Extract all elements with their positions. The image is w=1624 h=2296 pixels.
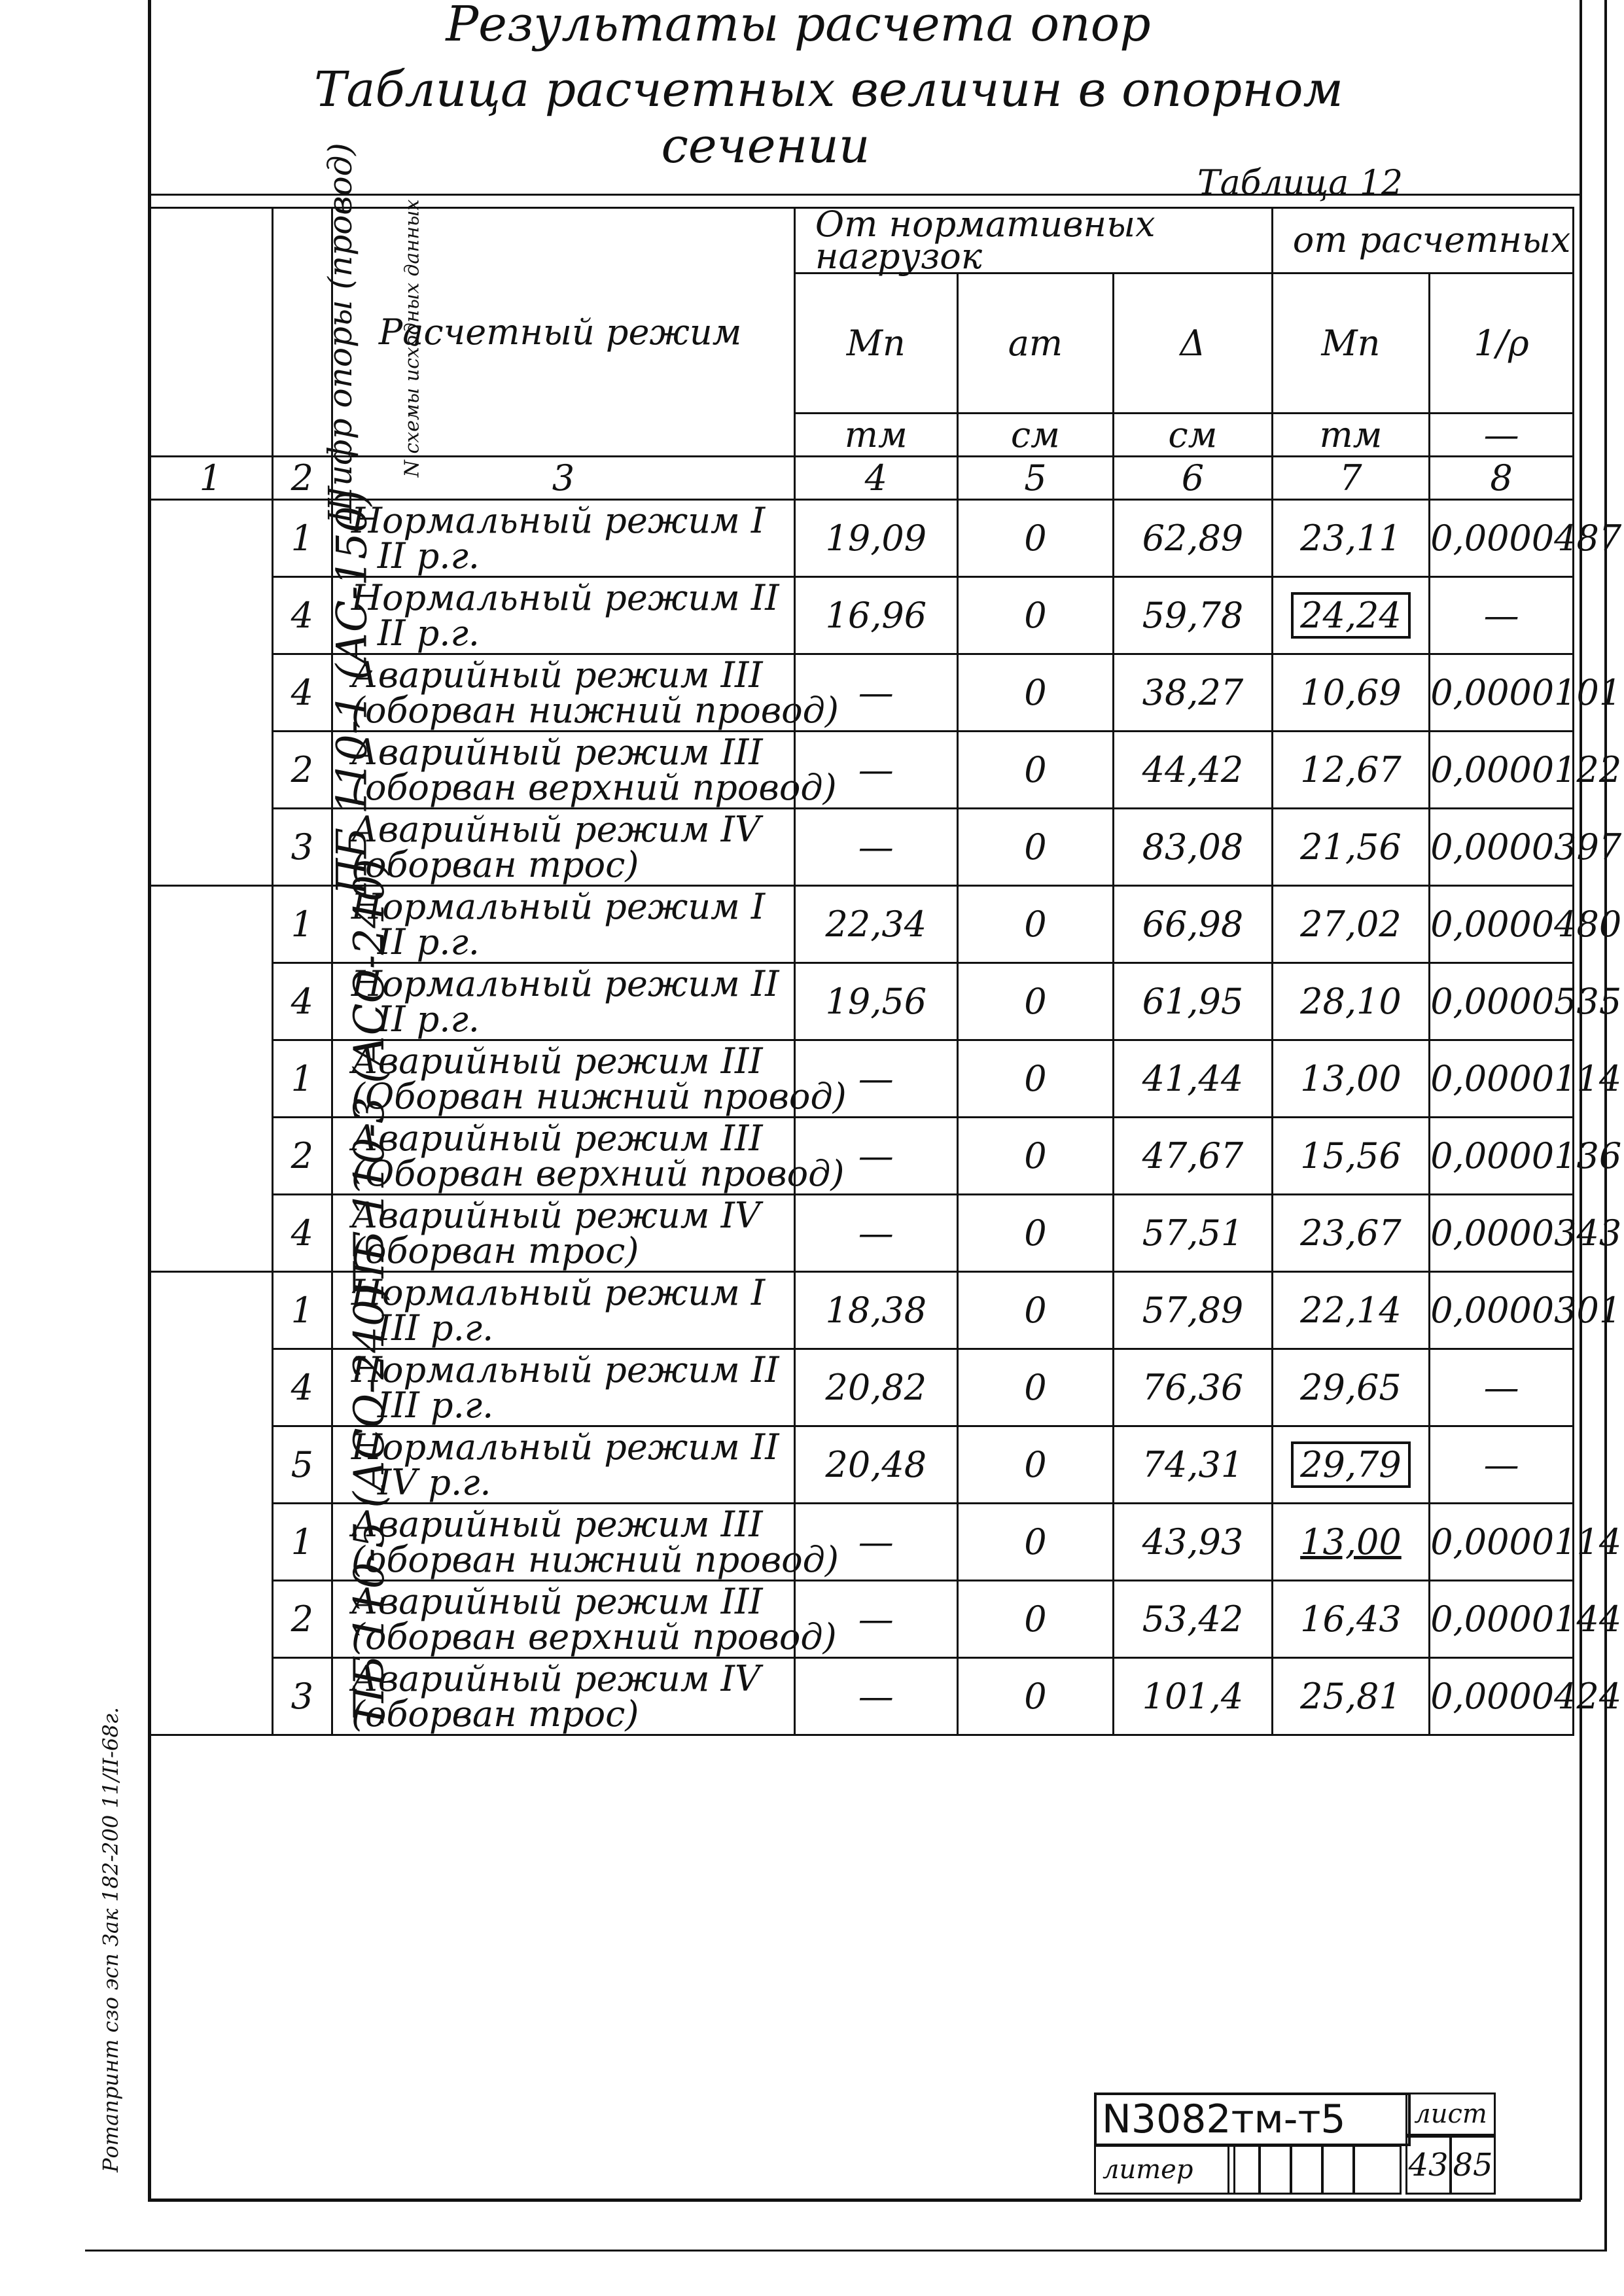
value-at: 0 [957,963,1113,1040]
value-delta: 76,36 [1114,1349,1273,1426]
liter-cell [1290,2145,1323,2195]
value-mn-design-text: 25,81 [1300,1676,1402,1718]
value-mn-design [1272,1118,1430,1195]
value-at: 0 [957,1195,1113,1272]
value-mn-design [1272,1658,1430,1735]
header-mn: Мп [794,274,957,414]
value-inverse-rho: 0,0000301 [1430,1272,1574,1349]
value-mn: — [794,1504,957,1581]
header-delta: Δ [1114,274,1273,414]
value-mn: — [794,809,957,886]
value-inverse-rho: 0,0000101 [1430,654,1574,732]
value-at: 0 [957,577,1113,654]
value-at: 0 [957,886,1113,963]
scheme-number: 4 [272,1195,332,1272]
value-mn: — [794,1118,957,1195]
value-mn-design-text: 29,65 [1300,1367,1402,1409]
value-at: 0 [957,1349,1113,1426]
scheme-number: 3 [272,809,332,886]
title-underline [148,194,1581,196]
value-mn-design-text: 24,24 [1291,592,1411,639]
mode-title: Нормальный режим I [351,885,766,927]
design-mode [332,1195,794,1272]
mode-subtitle: III р.г. [377,1384,494,1426]
unit-col6: см [1114,414,1273,457]
unit-col5: см [957,414,1113,457]
design-mode [332,1426,794,1504]
value-at: 0 [957,1040,1113,1118]
mode-subtitle: (оборван верхний провод) [351,1616,837,1657]
value-delta: 44,42 [1114,732,1273,809]
table-row [149,1272,1574,1349]
colnum-4: 4 [794,457,957,500]
value-mn-design [1272,1581,1430,1658]
value-at: 0 [957,1581,1113,1658]
value-mn: 19,56 [794,963,957,1040]
support-cipher-cell: ПБ 110-1 (АС-150) [149,500,273,886]
header-mode: Расчетный режим [332,208,794,457]
table-row [149,500,1574,577]
mode-subtitle: II р.г. [377,535,480,576]
unit-col4: тм [794,414,957,457]
liter-label: литер [1094,2145,1235,2195]
value-mn-design-text: 10,69 [1300,672,1402,714]
value-mn-design [1272,500,1430,577]
sheet-number: 43 [1405,2136,1451,2195]
scheme-number: 1 [272,886,332,963]
design-mode [332,654,839,732]
value-mn-design [1272,809,1430,886]
value-mn-design [1272,577,1430,654]
design-mode [332,1040,847,1118]
colnum-6: 6 [1114,457,1273,500]
value-mn-design [1272,732,1430,809]
colnum-1: 1 [149,457,273,500]
value-mn-design [1272,1195,1430,1272]
value-at: 0 [957,1426,1113,1504]
mode-title: Аварийный режим III [351,1580,763,1622]
value-mn-design-text: 27,02 [1300,904,1402,945]
value-mn-design [1272,1040,1430,1118]
header-at: ат [957,274,1113,414]
table-title: Таблица расчетных величин в опорном [314,62,1343,118]
value-inverse-rho: 0,0000122 [1430,732,1574,809]
value-delta: 57,89 [1114,1272,1273,1349]
value-inverse-rho: 0,0000343 [1430,1195,1574,1272]
value-inverse-rho: 0,0000397 [1430,809,1574,886]
value-mn: 18,38 [794,1272,957,1349]
value-inverse-rho: 0,0000487 [1430,500,1574,577]
value-mn-design [1272,1272,1430,1349]
document-code: N3082тм-т5 [1094,2093,1411,2146]
value-at: 0 [957,1504,1113,1581]
design-mode [332,1117,845,1195]
value-delta: 101,4 [1114,1658,1273,1735]
mode-title: Нормальный режим II [351,576,779,618]
scheme-number: 4 [272,963,332,1040]
liter-cell [1227,2145,1260,2195]
value-delta: 74,31 [1114,1426,1273,1504]
unit-col7: тм [1272,414,1430,457]
value-delta: 41,44 [1114,1040,1273,1118]
design-mode [332,500,794,577]
value-delta: 62,89 [1114,500,1273,577]
table-number: Таблица 12 [1197,164,1403,203]
mode-subtitle: III р.г. [377,1307,494,1349]
design-mode [332,1658,794,1735]
colnum-8: 8 [1430,457,1574,500]
design-mode [332,809,794,886]
value-delta: 59,78 [1114,577,1273,654]
mode-subtitle: II р.г. [377,612,480,654]
scheme-number: 5 [272,1426,332,1504]
design-mode [332,1503,839,1581]
value-mn-design-text: 16,43 [1300,1598,1402,1640]
support-cipher-cell: ПБ 110-5 (АСО-240) [149,1272,273,1735]
mode-subtitle: (Оборван верхний провод) [351,1152,845,1194]
value-delta: 47,67 [1114,1118,1273,1195]
value-mn-design-text: 13,00 [1300,1058,1402,1100]
value-mn: — [794,1195,957,1272]
value-mn-design [1272,1426,1430,1504]
design-mode [332,1580,837,1658]
value-mn-design-text: 22,14 [1300,1290,1402,1332]
mode-title: Аварийный режим III [351,1117,763,1159]
design-mode [332,886,794,963]
mode-title: Нормальный режим I [351,499,766,541]
value-inverse-rho: 0,0000480 [1430,886,1574,963]
value-inverse-rho: 0,0000114 [1430,1040,1574,1118]
value-at: 0 [957,732,1113,809]
value-inverse-rho: — [1430,577,1574,654]
print-side-note: Ротапринт сзо эсп Зак 182-200 11/II-68г. [98,1706,123,2172]
mode-title: Аварийный режим III [351,654,763,696]
value-delta: 66,98 [1114,886,1273,963]
value-mn-design-text: 13,00 [1300,1521,1402,1563]
value-mn: — [794,1581,957,1658]
frame-right-border [1580,0,1582,2200]
value-mn: — [794,1040,957,1118]
colnum-2: 2 [272,457,332,500]
mode-subtitle: (оборван нижний провод) [351,1538,839,1580]
mode-title: Аварийный режим IV [351,1657,760,1699]
scheme-number: 2 [272,1581,332,1658]
value-mn: 22,34 [794,886,957,963]
mode-subtitle: (оборван нижний провод) [351,689,839,731]
design-mode [332,731,837,809]
value-inverse-rho: 0,0000535 [1430,963,1574,1040]
value-at: 0 [957,1658,1113,1735]
value-mn-design-text: 15,56 [1300,1135,1402,1177]
value-at: 0 [957,809,1113,886]
value-delta: 57,51 [1114,1195,1273,1272]
value-inverse-rho: 0,0000114 [1430,1504,1574,1581]
value-delta: 38,27 [1114,654,1273,732]
scheme-number: 2 [272,1118,332,1195]
mode-title: Аварийный режим IV [351,1194,760,1236]
colnum-3: 3 [332,457,794,500]
scheme-number: 4 [272,1349,332,1426]
value-at: 0 [957,1272,1113,1349]
mode-title: Нормальный режим II [351,1349,779,1390]
mode-title: Нормальный режим II [351,1426,779,1468]
value-at: 0 [957,1118,1113,1195]
value-mn-design-text: 23,67 [1300,1212,1402,1254]
value-at: 0 [957,500,1113,577]
value-delta: 53,42 [1114,1581,1273,1658]
design-mode [332,963,794,1040]
value-inverse-rho: — [1430,1426,1574,1504]
mode-subtitle: (Оборван нижний провод) [351,1075,847,1117]
colnum-5: 5 [957,457,1113,500]
value-mn: — [794,654,957,732]
value-inverse-rho: — [1430,1349,1574,1426]
value-mn-design [1272,963,1430,1040]
value-mn: 16,96 [794,577,957,654]
mode-subtitle: II р.г. [377,921,480,963]
mode-title: Нормальный режим I [351,1271,766,1313]
table-row [149,886,1574,963]
mode-subtitle: (оборван трос) [351,1229,639,1271]
liter-cell [1353,2145,1402,2195]
page-title: Результаты расчета опор [446,0,1151,52]
scheme-number: 1 [272,500,332,577]
value-at: 0 [957,654,1113,732]
mode-title: Нормальный режим II [351,963,779,1004]
value-delta: 43,93 [1114,1504,1273,1581]
mode-subtitle: II р.г. [377,998,480,1040]
unit-col8: — [1430,414,1574,457]
colnum-7: 7 [1272,457,1430,500]
value-inverse-rho: 0,0000424 [1430,1658,1574,1735]
value-mn-design [1272,1349,1430,1426]
value-mn: 20,48 [794,1426,957,1504]
value-delta: 83,08 [1114,809,1273,886]
title-block-stamp [1094,2093,1564,2199]
scheme-number: 1 [272,1040,332,1118]
value-mn: 19,09 [794,500,957,577]
value-inverse-rho: 0,0000136 [1430,1118,1574,1195]
scheme-number: 1 [272,1504,332,1581]
design-mode [332,1272,794,1349]
header-scheme: N схемы исходных данных [272,208,332,457]
mode-subtitle: (оборван трос) [351,1693,639,1735]
mode-title: Аварийный режим III [351,1040,763,1082]
value-mn: — [794,1658,957,1735]
value-delta: 61,95 [1114,963,1273,1040]
value-mn-design-text: 12,67 [1300,749,1402,791]
value-mn: — [794,732,957,809]
header-cipher: Шифр опоры (провод) [149,208,273,457]
value-mn: 20,82 [794,1349,957,1426]
value-mn-design-text: 23,11 [1300,518,1402,559]
liter-cell [1259,2145,1292,2195]
liter-cell [1322,2145,1354,2195]
outer-right-border [1604,0,1607,2251]
sheet-total: 85 [1450,2136,1496,2195]
support-cipher-cell: ПБ 110-3 (АСО-240) [149,886,273,1272]
scheme-number: 1 [272,1272,332,1349]
value-mn-design-text: 21,56 [1300,826,1402,868]
mode-subtitle: IV р.г. [377,1461,491,1503]
value-mn-design [1272,654,1430,732]
mode-subtitle: (оборван верхний провод) [351,766,837,808]
header-group-design: от расчетных [1272,208,1573,274]
mode-title: Аварийный режим III [351,731,763,773]
scheme-number: 3 [272,1658,332,1735]
value-mn-design [1272,1504,1430,1581]
design-mode [332,577,794,654]
value-mn-design-text: 29,79 [1291,1441,1411,1488]
header-mn-design: Мп [1272,274,1430,414]
header-inverse-rho: 1/ρ [1430,274,1574,414]
header-group-normative: От нормативных нагрузок [794,208,1272,274]
outer-bottom-border [85,2250,1607,2252]
value-mn-design [1272,886,1430,963]
mode-title: Аварийный режим III [351,1503,763,1545]
value-inverse-rho: 0,0000144 [1430,1581,1574,1658]
table-title-cont: сечении [661,118,870,174]
scheme-number: 4 [272,577,332,654]
design-mode [332,1349,794,1426]
sheet-label: лист [1405,2093,1496,2136]
mode-subtitle: (оборван трос) [351,843,639,885]
scheme-number: 4 [272,654,332,732]
value-mn-design-text: 28,10 [1300,981,1402,1023]
frame-bottom-border [148,2199,1581,2202]
scheme-number: 2 [272,732,332,809]
mode-title: Аварийный режим IV [351,808,760,850]
